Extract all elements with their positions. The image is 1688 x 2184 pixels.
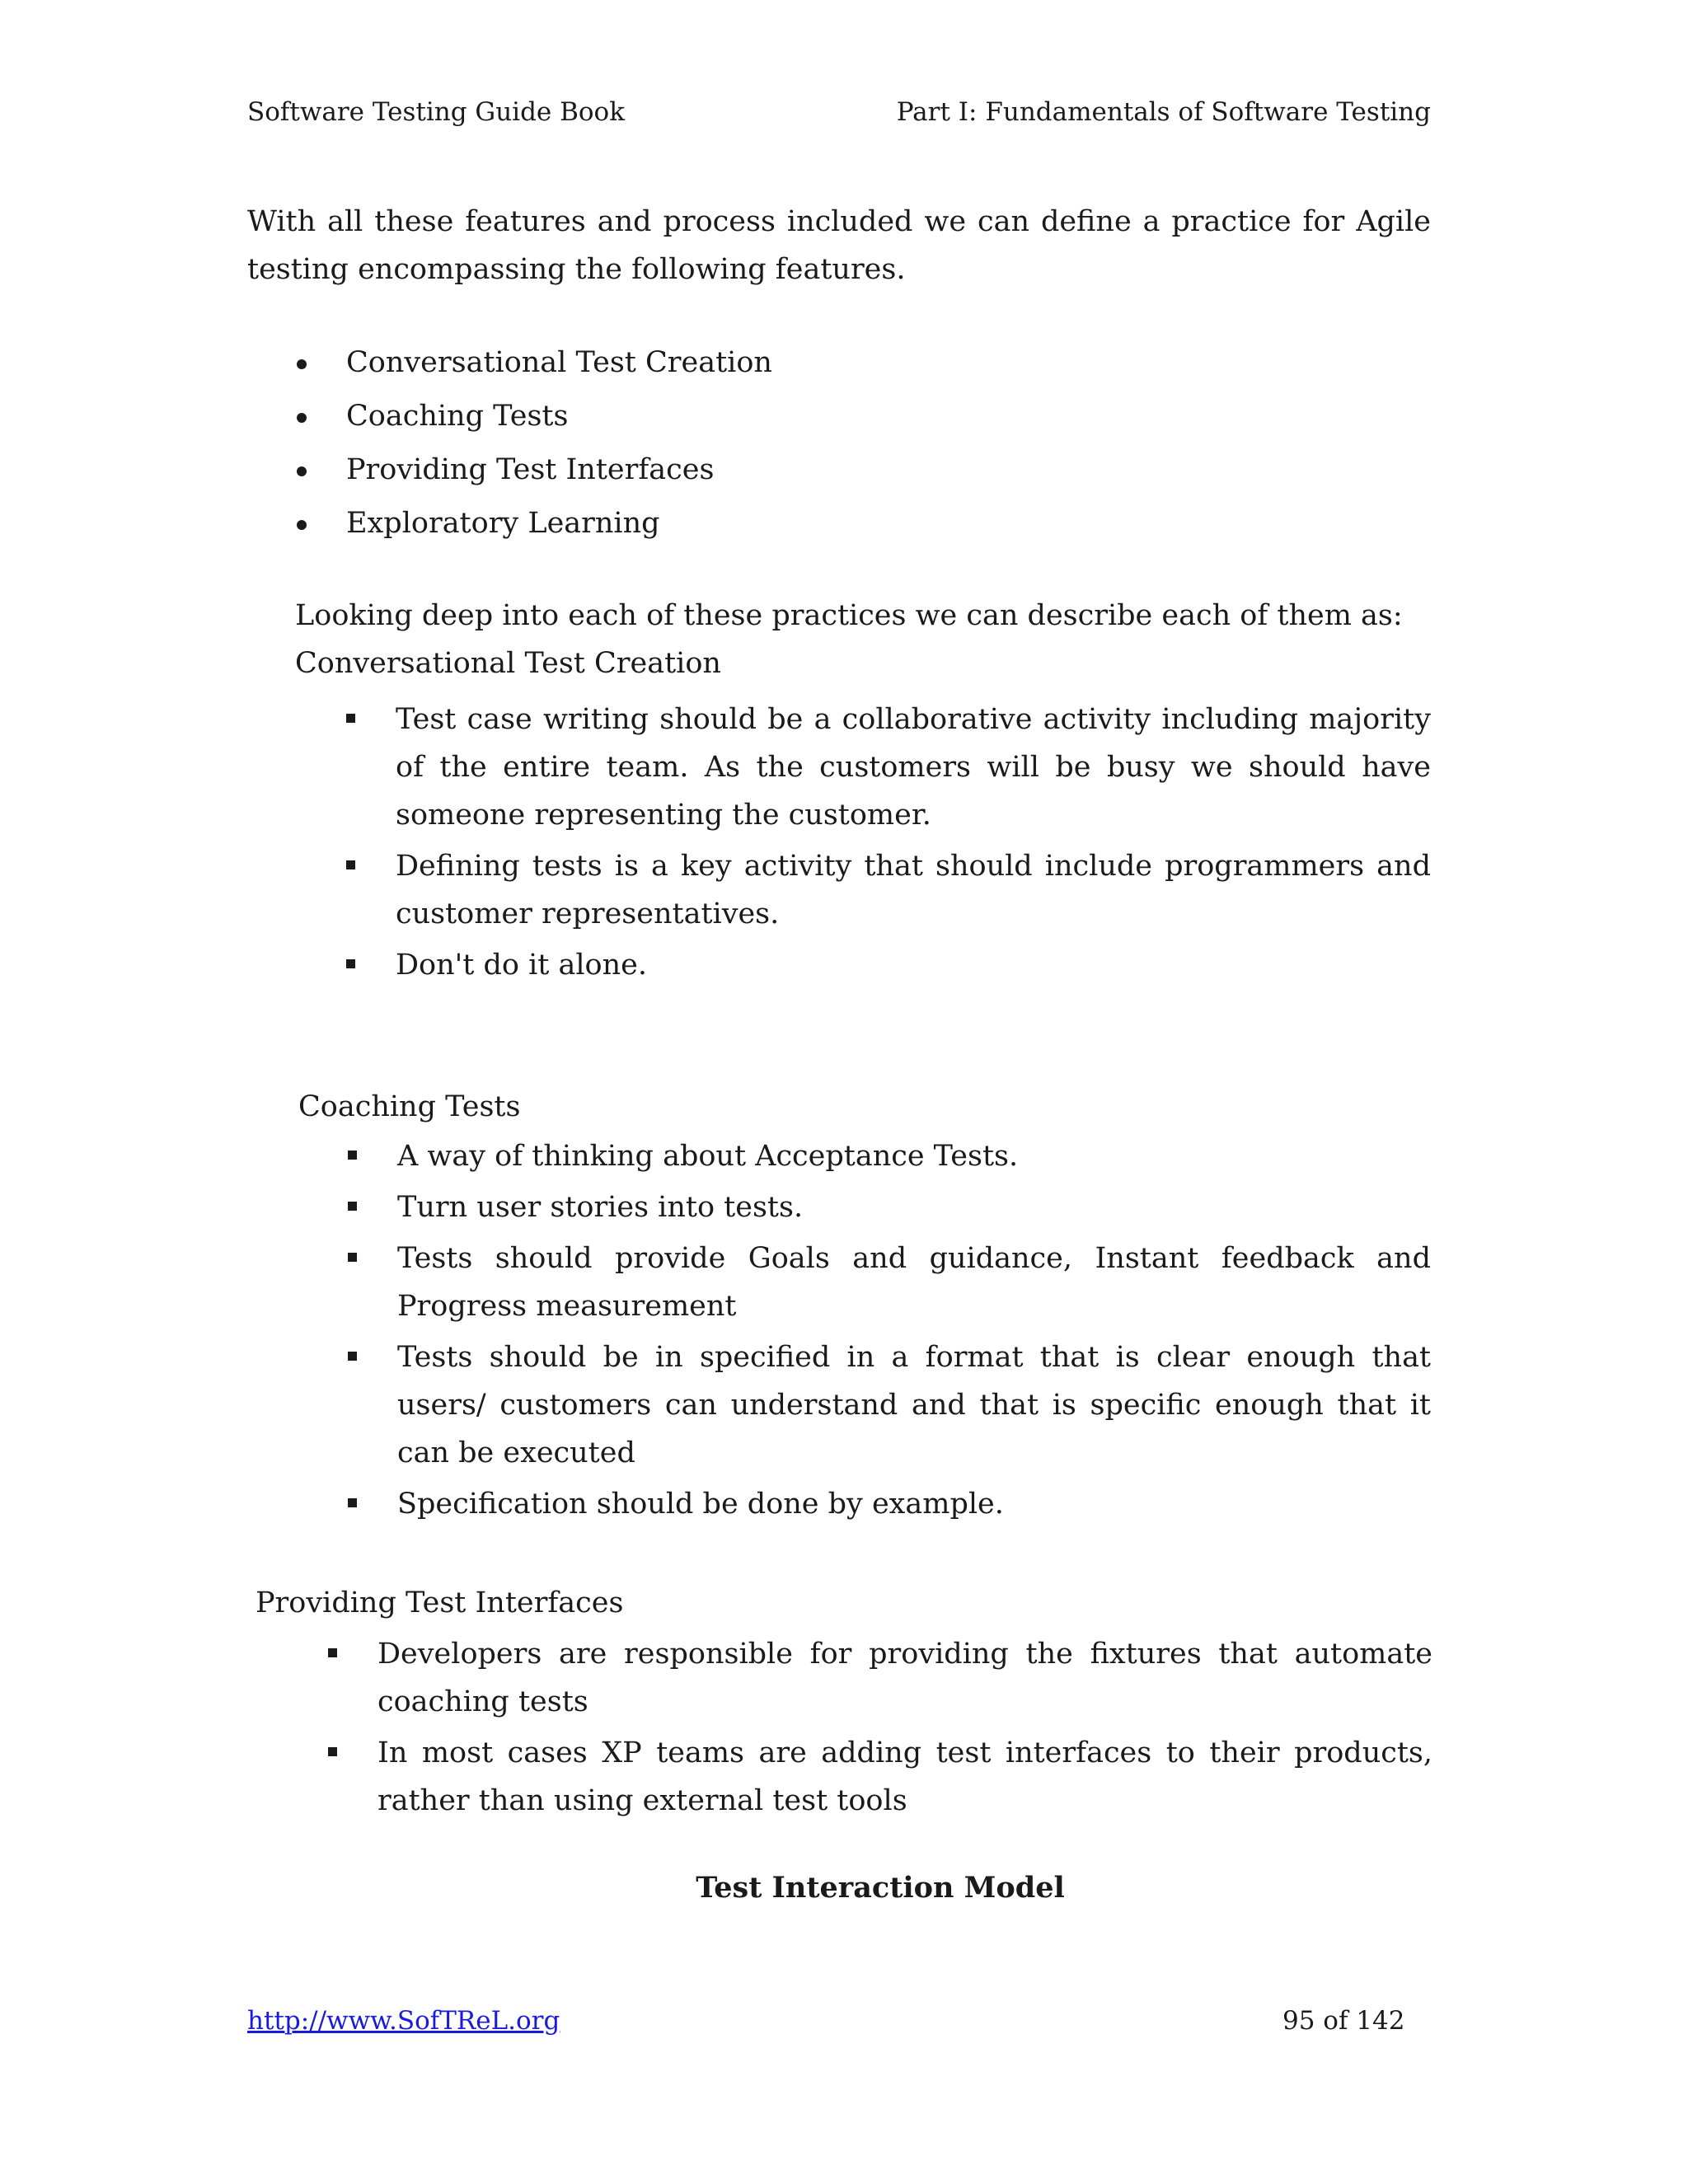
- figure-title: Test Interaction Model: [696, 1871, 1065, 1905]
- list-item: Tests should provide Goals and guidance, Instant feedback and Progress measurement: [348, 1235, 1431, 1330]
- list-item: Turn user stories into tests.: [348, 1183, 1431, 1231]
- bullet-icon: [297, 359, 307, 369]
- list-item: Developers are responsible for providing the fixtures that automate coaching tests: [328, 1630, 1432, 1726]
- section-title-conversational: Conversational Test Creation: [295, 647, 721, 680]
- square-bullet-icon: [348, 1352, 357, 1361]
- list-item: Don't do it alone.: [346, 941, 1431, 989]
- feature-list: [297, 336, 772, 551]
- square-bullet-icon: [346, 714, 355, 723]
- feature-item: Conversational Test Creation: [297, 336, 772, 390]
- feature-item: Coaching Tests: [297, 390, 772, 443]
- list-item: Defining tests is a key activity that should include programmers and customer representatives.: [346, 842, 1431, 938]
- section-title-interfaces: Providing Test Interfaces: [256, 1586, 624, 1619]
- list-item: Tests should be in specified in a format that is clear enough that users/ customers can understand and that is specific enough that it can be executed: [348, 1333, 1431, 1477]
- square-bullet-icon: [348, 1202, 357, 1211]
- square-bullet-icon: [348, 1151, 357, 1160]
- square-bullet-icon: [328, 1648, 337, 1657]
- list-item: Specification should be done by example.: [348, 1480, 1431, 1528]
- list-item: A way of thinking about Acceptance Tests.: [348, 1132, 1431, 1180]
- section-title-coaching: Coaching Tests: [298, 1090, 521, 1123]
- section-list-conversational: [346, 696, 1431, 992]
- bullet-icon: [297, 520, 307, 530]
- square-bullet-icon: [348, 1253, 357, 1262]
- square-bullet-icon: [346, 959, 355, 968]
- section-list-coaching: [348, 1132, 1431, 1531]
- page-number: 95 of 142: [1282, 2006, 1405, 2036]
- header-book-title: Software Testing Guide Book: [247, 97, 626, 127]
- list-item: In most cases XP teams are adding test interfaces to their products, rather than using external test tools: [328, 1729, 1432, 1825]
- square-bullet-icon: [328, 1747, 337, 1756]
- feature-item: Exploratory Learning: [297, 497, 772, 551]
- list-item: Test case writing should be a collaborative activity including majority of the entire team. As the customers will be busy we should have someone representing the customer.: [346, 696, 1431, 839]
- square-bullet-icon: [348, 1498, 357, 1507]
- footer-website-link[interactable]: http://www.SofTReL.org: [247, 2006, 560, 2036]
- lead-text: Looking deep into each of these practices we can describe each of them as:: [295, 599, 1403, 632]
- bullet-icon: [297, 413, 307, 423]
- section-list-interfaces: [328, 1630, 1432, 1828]
- square-bullet-icon: [346, 860, 355, 869]
- bullet-icon: [297, 466, 307, 476]
- feature-item: Providing Test Interfaces: [297, 443, 772, 497]
- intro-paragraph: With all these features and process included we can define a practice for Agile testing encompassing the following features.: [247, 205, 1431, 286]
- header-part-title: Part I: Fundamentals of Software Testing: [896, 97, 1431, 127]
